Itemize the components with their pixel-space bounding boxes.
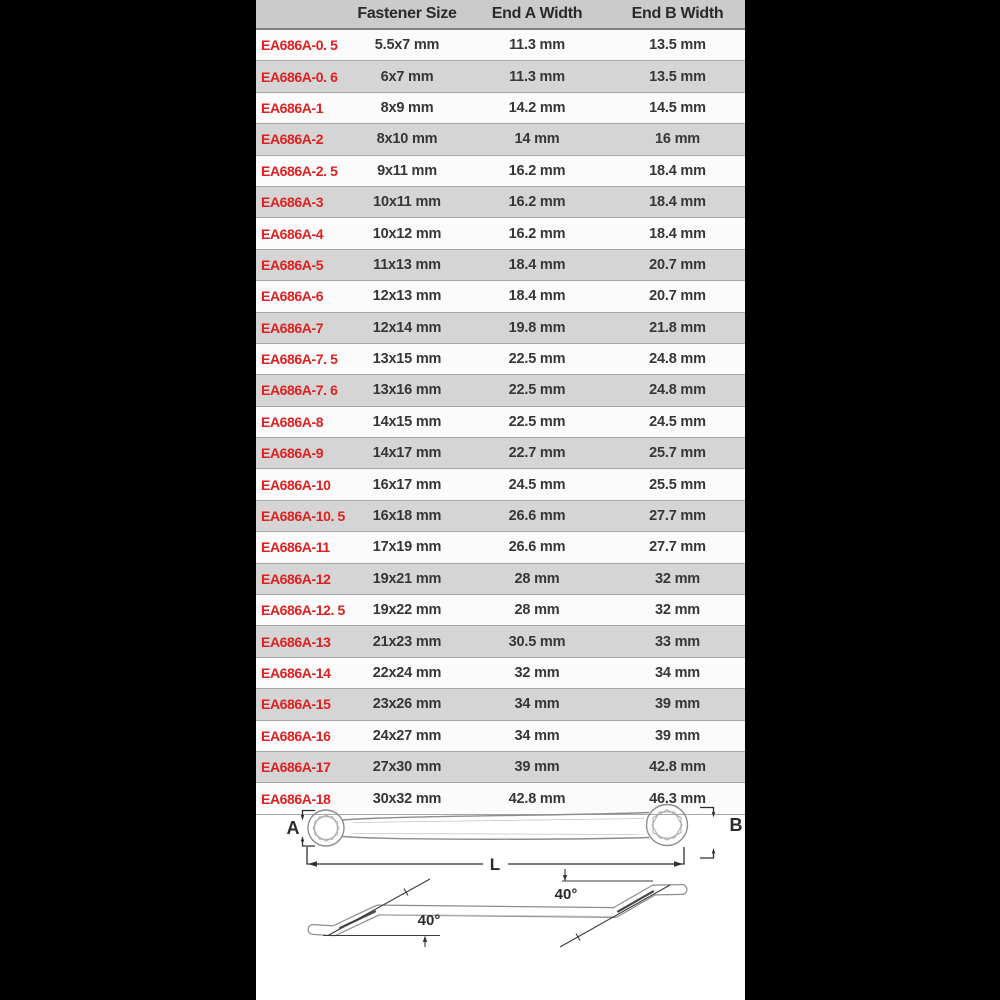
- ring-b-hex2: [653, 810, 681, 840]
- cell-size: 22x24 mm: [372, 665, 442, 681]
- table-row: [256, 281, 745, 312]
- cell-end_a: 26.6 mm: [508, 539, 566, 556]
- cell-end_b: 34 mm: [655, 665, 700, 681]
- catalog-panel: [256, 0, 745, 1000]
- table-row: [256, 218, 745, 249]
- dim-b-bracket: [700, 808, 714, 859]
- cell-end_a: 16.2 mm: [508, 162, 566, 179]
- cell-end_a: 11.3 mm: [509, 37, 565, 54]
- spec-table-body: [256, 29, 745, 814]
- cell-end_b: 27.7 mm: [649, 539, 706, 556]
- cell-end_b: 14.5 mm: [649, 99, 706, 116]
- cell-size: 19x21 mm: [372, 570, 442, 587]
- cell-end_a: 22.5 mm: [508, 413, 566, 430]
- cell-end_a: 26.6 mm: [508, 508, 566, 525]
- cell-end_b: 32 mm: [655, 570, 700, 587]
- cell-end_a: 18.4 mm: [508, 288, 566, 305]
- spec-table: [256, 0, 745, 815]
- end-b-label: B: [729, 815, 743, 835]
- ring-spline-profiles: [313, 810, 682, 841]
- cell-end_b: 25.5 mm: [649, 476, 706, 493]
- cell-part: EA686A-15: [261, 696, 331, 713]
- cell-part: EA686A-16: [261, 727, 331, 744]
- cell-part: EA686A-7. 6: [261, 382, 338, 399]
- shaft-inner-line-top: [353, 819, 644, 823]
- table-row: [256, 626, 745, 657]
- cell-part: EA686A-9: [261, 445, 324, 462]
- table-row: [256, 595, 745, 626]
- cell-end_a: 30.5 mm: [508, 633, 566, 650]
- cell-size: 8x10 mm: [376, 131, 438, 148]
- cell-part: EA686A-17: [261, 759, 331, 776]
- cell-part: EA686A-1: [261, 99, 324, 116]
- table-row: [256, 155, 745, 186]
- left-angle-arrow: [423, 936, 427, 943]
- cell-size: 30x32 mm: [372, 790, 442, 807]
- cell-end_b: 33 mm: [655, 633, 700, 650]
- cell-end_b: 24.8 mm: [649, 382, 706, 399]
- cell-end_a: 28 mm: [514, 570, 560, 587]
- wrench-side-view: [313, 890, 682, 931]
- wrench-diagram: [256, 792, 745, 1000]
- header-end-a-width: End A Width: [464, 0, 610, 29]
- left-angle-label: 40°: [417, 912, 441, 929]
- table-row: [256, 406, 745, 437]
- cell-end_a: 14.2 mm: [508, 99, 566, 116]
- cell-end_a: 18.4 mm: [508, 256, 566, 273]
- cell-part: EA686A-7. 5: [261, 351, 338, 368]
- table-row: [256, 92, 745, 123]
- cell-end_a: 34 mm: [514, 696, 560, 713]
- shaft-bottom-edge: [342, 837, 649, 840]
- table-row: [256, 689, 745, 720]
- cell-end_a: 22.5 mm: [508, 382, 566, 399]
- cell-size: 10x11 mm: [373, 194, 441, 211]
- cell-end_b: 39 mm: [655, 696, 700, 713]
- cell-size: 14x15 mm: [372, 413, 442, 430]
- cell-end_b: 32 mm: [655, 602, 700, 619]
- table-row: [256, 124, 745, 155]
- end-a-label: A: [286, 818, 300, 838]
- cell-size: 21x23 mm: [372, 633, 442, 650]
- cell-end_b: 27.7 mm: [649, 508, 706, 525]
- cell-size: 16x18 mm: [372, 508, 442, 525]
- cell-size: 5.5x7 mm: [374, 37, 440, 54]
- cell-size: 27x30 mm: [372, 759, 442, 776]
- table-row: [256, 532, 745, 563]
- cell-end_a: 28 mm: [514, 602, 560, 619]
- cell-size: 6x7 mm: [380, 68, 434, 85]
- cell-size: 12x14 mm: [372, 319, 442, 336]
- cell-size: 23x26 mm: [372, 696, 442, 713]
- cell-size: 19x22 mm: [372, 602, 442, 619]
- cell-end_a: 11.3 mm: [509, 68, 565, 85]
- cell-end_a: 19.8 mm: [508, 319, 566, 336]
- cell-end_b: 24.5 mm: [649, 413, 706, 430]
- cell-size: 11x13 mm: [373, 256, 441, 273]
- table-row: [256, 657, 745, 688]
- table-row: [256, 438, 745, 469]
- cell-end_a: 16.2 mm: [508, 194, 566, 211]
- cell-end_b: 25.7 mm: [649, 445, 706, 462]
- table-row: [256, 61, 745, 92]
- cell-end_b: 13.5 mm: [649, 68, 706, 85]
- cell-end_b: 39 mm: [655, 727, 700, 744]
- cell-part: EA686A-0. 5: [261, 37, 338, 54]
- cell-end_a: 34 mm: [514, 727, 560, 744]
- cell-size: 13x15 mm: [372, 351, 442, 368]
- cell-end_a: 22.7 mm: [508, 445, 566, 462]
- table-row: [256, 751, 745, 782]
- cell-end_b: 18.4 mm: [649, 194, 706, 211]
- cell-end_b: 13.5 mm: [649, 37, 706, 54]
- dim-b-arrows: [712, 812, 715, 854]
- cell-size: 8x9 mm: [380, 99, 434, 116]
- cell-end_a: 32 mm: [514, 665, 560, 681]
- cell-end_a: 22.5 mm: [508, 351, 566, 368]
- table-row: [256, 500, 745, 531]
- cell-part: EA686A-5: [261, 256, 324, 273]
- table-row: [256, 375, 745, 406]
- side-profile-inner: [313, 890, 682, 931]
- table-row: [256, 312, 745, 343]
- table-row: [256, 343, 745, 374]
- cell-end_b: 46.3 mm: [649, 790, 706, 807]
- cell-size: 9x11 mm: [377, 162, 437, 179]
- cell-part: EA686A-10: [261, 476, 331, 493]
- right-angle-label: 40°: [554, 886, 578, 903]
- cell-end_a: 16.2 mm: [508, 225, 566, 242]
- cell-end_b: 18.4 mm: [649, 162, 706, 179]
- cell-end_b: 18.4 mm: [649, 225, 706, 242]
- cell-part: EA686A-2. 5: [261, 162, 338, 179]
- table-row: [256, 563, 745, 594]
- table-row: [256, 720, 745, 751]
- cell-end_a: 14 mm: [514, 131, 560, 148]
- cell-end_a: 39 mm: [514, 759, 560, 776]
- cell-part: EA686A-14: [261, 665, 331, 681]
- cell-size: 17x19 mm: [372, 539, 442, 556]
- cell-end_b: 20.7 mm: [649, 256, 706, 273]
- cell-end_a: 24.5 mm: [508, 476, 566, 493]
- cell-end_b: 21.8 mm: [649, 319, 706, 336]
- dim-a-arrows: [301, 815, 304, 842]
- cell-part: EA686A-6: [261, 288, 324, 305]
- cell-part: EA686A-3: [261, 194, 324, 211]
- cell-size: 16x17 mm: [372, 476, 442, 493]
- header-part-number: [256, 0, 350, 29]
- cell-part: EA686A-12. 5: [261, 602, 345, 619]
- cell-part: EA686A-8: [261, 413, 324, 430]
- cell-end_b: 16 mm: [655, 131, 700, 148]
- table-row: [256, 469, 745, 500]
- cell-end_b: 42.8 mm: [649, 759, 706, 776]
- header-fastener-size: Fastener Size: [350, 0, 464, 29]
- cell-part: EA686A-12: [261, 570, 331, 587]
- table-row: [256, 29, 745, 61]
- cell-part: EA686A-10. 5: [261, 508, 345, 525]
- cell-part: EA686A-4: [261, 225, 324, 242]
- table-header-row: [256, 0, 745, 29]
- cell-end_b: 20.7 mm: [649, 288, 706, 305]
- cell-part: EA686A-2: [261, 131, 324, 148]
- cell-size: 10x12 mm: [372, 225, 442, 242]
- cell-size: 12x13 mm: [372, 288, 442, 305]
- cell-size: 24x27 mm: [372, 727, 442, 744]
- cell-size: 13x16 mm: [372, 382, 442, 399]
- length-label: L: [489, 855, 501, 874]
- cell-size: 14x17 mm: [372, 445, 442, 462]
- shaft-inner-line-bottom: [353, 834, 644, 835]
- table-row: [256, 249, 745, 280]
- cell-end_b: 24.8 mm: [649, 351, 706, 368]
- header-end-b-width: End B Width: [610, 0, 745, 29]
- cell-end_a: 42.8 mm: [508, 790, 566, 807]
- cell-part: EA686A-18: [261, 790, 331, 807]
- cell-part: EA686A-13: [261, 633, 331, 650]
- cell-part: EA686A-0. 6: [261, 68, 338, 85]
- cell-part: EA686A-7: [261, 319, 324, 336]
- table-row: [256, 186, 745, 217]
- cell-part: EA686A-11: [261, 539, 330, 556]
- wrench-top-view: [308, 805, 688, 847]
